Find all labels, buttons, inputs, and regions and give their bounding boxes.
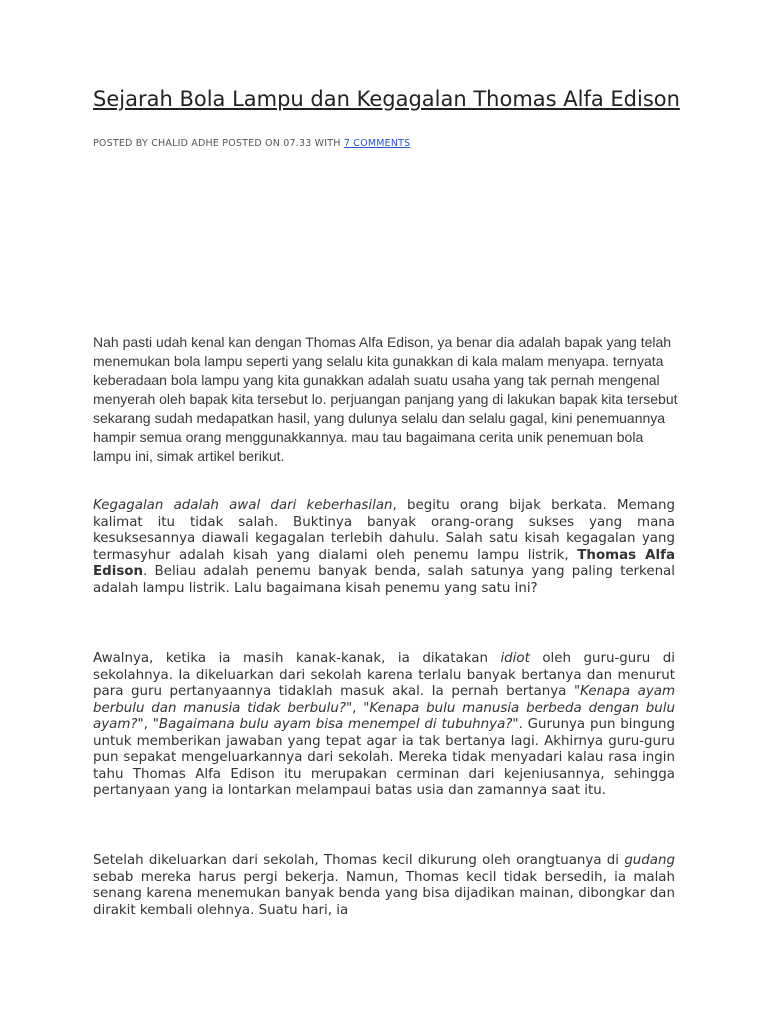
article-title[interactable]: Sejarah Bola Lampu dan Kegagalan Thomas Alfa Edison (93, 87, 680, 111)
intro-paragraph: Nah pasti udah kenal kan dengan Thomas Alfa Edison, ya benar dia adalah bapak yang telah menemukan bola lampu seperti yang selalu kita gunakkan di kala malam menyapa. ternyata keberadaan bola lampu yang kita gunakkan adalah suatu usaha yang tak pernah mengenal menyerah oleh bapak kita tersebut lo. perjuangan panjang yang di lakukan bapak kita tersebut sekarang sudah medapatkan hasil, yang dulunya selalu dan selalu gagal, kini penemuannya hampir semua orang menggunakkannya. mau tau bagaimana cerita unik penemuan bola lampu ini, simak artikel berikut. (93, 334, 678, 464)
question-3: Bagaimana bulu ayam bisa menempel di tubuhnya? (158, 717, 513, 732)
paragraph-1-text-a: , begitu orang bijak berkata. Memang kalimat itu tidak salah. Buktinya banyak orang-orang sukses yang mana kesuksesannya diawali kegagalan terlebih dahulu. Salah satu kisah kegagalan yang termasyhur adalah kisah yang dialami oleh penemu lampu listrik, (93, 498, 675, 563)
paragraph-3 (93, 853, 675, 923)
opening-quote: Kegagalan adalah awal dari keberhasilan (93, 498, 393, 513)
paragraph-2-text-a: Awalnya, ketika ia masih kanak-kanak, ia dikatakan (93, 651, 501, 666)
post-meta (93, 138, 410, 149)
paragraph-2-text-b: oleh guru-guru di sekolahnya. Ia dikeluarkan dari sekolah karena terlalu banyak bertanya dan menurut para guru pertanyaannya tidaklah masuk akal. Ia pernah bertanya " (93, 651, 675, 699)
idiot-word: idiot (500, 651, 530, 666)
comments-link[interactable]: 7 COMMENTS (343, 138, 411, 149)
paragraph-3-text-b: sebab mereka harus pergi bekerja. Namun, Thomas kecil tidak bersedih, ia malah senang karena menemukan banyak benda yang bisa dijadikan mainan, dibongkar dan dirakit kembali olehnya. Suatu hari, ia (93, 869, 675, 918)
paragraph-1-text-b: . Beliau adalah penemu banyak benda, salah satunya yang paling terkenal adalah lampu listrik. Lalu bagaimana kisah penemu yang satu ini? (93, 564, 675, 596)
gudang-word: gudang (624, 853, 675, 868)
post-meta-text: POSTED BY CHALID ADHE POSTED ON 07.33 WITH (93, 138, 344, 149)
paragraph-2 (93, 651, 675, 800)
question-1: Kenapa ayam berbulu dan manusia tidak berbulu? (93, 684, 675, 716)
paragraph-2-text-e: ". Gurunya pun bingung untuk memberikan jawaban yang tepat agar ia tak bertanya lagi. Akhirnya guru-guru pun sepakat mengeluarkannya dari sekolah. Mereka tidak menyadari kalau rasa ingin tahu Thomas Alfa Edison itu merupakan cerminan dari kejeniusannya, sehingga pertanyaan yang ia lontarkan melampaui batas usia dan zamannya saat itu. (93, 717, 675, 798)
paragraph-3-text-a: Setelah dikeluarkan dari sekolah, Thomas kecil dikurung oleh orangtuanya di (93, 853, 625, 868)
paragraph-2-text-c: ", " (345, 700, 370, 716)
edison-name: Thomas Alfa Edison (93, 547, 675, 579)
paragraph-1 (93, 498, 675, 597)
paragraph-2-text-d: ", " (137, 717, 159, 732)
question-2: Kenapa bulu manusia berbeda dengan bulu ayam? (93, 700, 675, 732)
